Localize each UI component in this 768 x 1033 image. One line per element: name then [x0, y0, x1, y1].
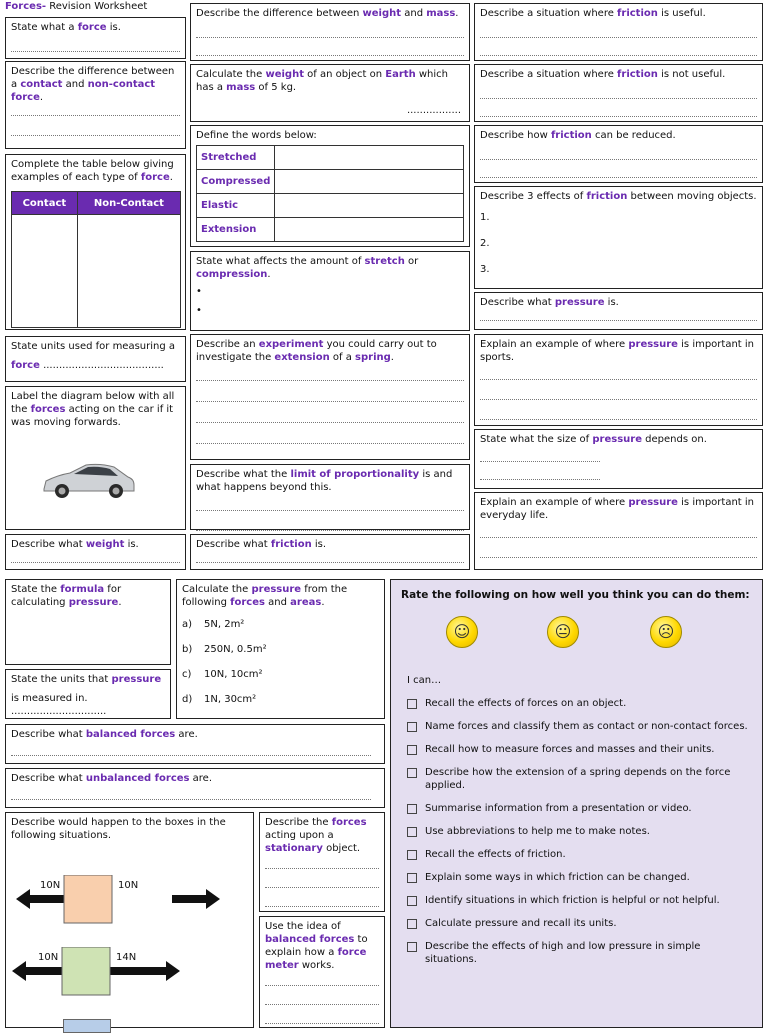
i-can-label: I can…: [407, 675, 442, 686]
definition-cell[interactable]: [275, 194, 464, 218]
contact-cell[interactable]: [12, 215, 78, 328]
rating-item: [407, 697, 752, 710]
word-compressed: Compressed: [197, 170, 275, 194]
answer-line[interactable]: [196, 26, 464, 38]
question-force-meter: Use the idea of balanced forces to explain how a force meter works.: [259, 916, 385, 1028]
rating-item: [407, 917, 752, 930]
rating-item: [407, 720, 752, 733]
rating-item-text: Describe how the extension of a spring depends on the force applied.: [425, 767, 731, 791]
answer-line[interactable]: [265, 1012, 379, 1024]
sad-face-icon[interactable]: ☹: [650, 616, 682, 648]
question-what-is-force: State what a force is.: [5, 17, 186, 59]
answer-line[interactable]: [480, 388, 757, 400]
question-label-car: Label the diagram below with all the forces acting on the car if it was moving forwards.: [5, 386, 186, 530]
rating-item: [407, 848, 752, 861]
contact-header: Contact: [12, 192, 78, 215]
force-label: 10N: [40, 880, 61, 891]
rating-item-text: Describe the effects of high and low pressure in simple situations.: [425, 941, 701, 965]
answer-line[interactable]: [265, 857, 379, 869]
answer-line[interactable]: [196, 390, 464, 402]
definition-cell[interactable]: [275, 146, 464, 170]
checkbox[interactable]: [407, 942, 417, 952]
rating-item: [407, 743, 752, 756]
rating-item: [407, 802, 752, 815]
question-pressure-sports: Explain an example of where pressure is important in sports.: [474, 334, 763, 426]
definition-cell[interactable]: [275, 218, 464, 242]
answer-line[interactable]: [480, 166, 757, 178]
checkbox[interactable]: [407, 745, 417, 755]
car-image[interactable]: [38, 459, 138, 503]
rating-item-text: Name forces and classify them as contact or non-contact forces.: [425, 721, 748, 732]
question-friction-effects: Describe 3 effects of friction between moving objects. 1. 2. 3.: [474, 186, 763, 289]
definitions-table: [196, 145, 464, 242]
answer-line[interactable]: [480, 26, 757, 38]
rating-item: [407, 940, 752, 966]
rating-item: [407, 825, 752, 838]
question-friction-useful: Describe a situation where friction is useful.: [474, 3, 763, 61]
answer-line[interactable]: [11, 40, 180, 52]
answer-line[interactable]: [265, 974, 379, 986]
force-label: 10N: [38, 952, 59, 963]
question-spring-experiment: Describe an experiment you could carry out to investigate the extension of a spring.: [190, 334, 470, 460]
answer-line[interactable]: .................: [406, 105, 461, 116]
word-extension: Extension: [197, 218, 275, 242]
answer-line[interactable]: [196, 499, 464, 511]
answer-line[interactable]: [480, 105, 757, 117]
question-friction-not-useful: Describe a situation where friction is not useful.: [474, 64, 763, 122]
checkbox[interactable]: [407, 919, 417, 929]
rating-item-text: Use abbreviations to help me to make notes.: [425, 826, 650, 837]
happy-face-icon[interactable]: ☺: [446, 616, 478, 648]
non-contact-header: Non-Contact: [77, 192, 180, 215]
checkbox[interactable]: [407, 896, 417, 906]
question-balanced-forces: Describe what balanced forces are.: [5, 724, 385, 764]
answer-line[interactable]: [11, 124, 180, 136]
answer-line[interactable]: [196, 44, 464, 56]
answer-line[interactable]: [265, 993, 379, 1005]
question-calc-weight: Calculate the weight of an object on Earth which has a mass of 5 kg. .................: [190, 64, 470, 122]
answer-line[interactable]: [480, 450, 600, 462]
answer-line[interactable]: [480, 309, 757, 321]
answer-line[interactable]: [480, 468, 600, 480]
answer-line[interactable]: [196, 519, 464, 531]
checkbox[interactable]: [407, 827, 417, 837]
question-reduce-friction: Describe how friction can be reduced.: [474, 125, 763, 183]
answer-line[interactable]: [480, 408, 757, 420]
answer-line[interactable]: [11, 788, 371, 800]
answer-line[interactable]: [196, 551, 464, 563]
rating-heading: Rate the following on how well you think you can do them:: [401, 589, 750, 601]
definition-cell[interactable]: [275, 170, 464, 194]
force-label: 10N: [118, 880, 139, 891]
question-contact-table: Complete the table below giving examples of each type of force. Contact Non-Contact: [5, 154, 186, 330]
self-rating-panel: [390, 579, 763, 1028]
question-calc-pressure: Calculate the pressure from the following forces and areas. a) 5N, 2m² b) 250N, 0.5m² c) 10N, 10cm² d) 1N, 30cm²: [176, 579, 385, 719]
question-force-units: State units used for measuring a force ......................................: [5, 336, 186, 382]
question-pressure-everyday: Explain an example of where pressure is important in everyday life.: [474, 492, 763, 570]
answer-line[interactable]: [196, 411, 464, 423]
worksheet-title: Forces- Revision Worksheet: [5, 1, 148, 12]
answer-line[interactable]: [11, 104, 180, 116]
rating-item-text: Explain some ways in which friction can be changed.: [425, 872, 690, 883]
rating-item-text: Identify situations in which friction is helpful or not helpful.: [425, 895, 720, 906]
checkbox[interactable]: [407, 699, 417, 709]
question-stationary-forces: Describe the forces acting upon a stationary object.: [259, 812, 385, 912]
answer-line[interactable]: [196, 369, 464, 381]
question-stretch-compression: State what affects the amount of stretch or compression. • •: [190, 251, 470, 331]
question-pressure-units: State the units that pressure is measured in. ..............................: [5, 669, 171, 719]
rating-item-text: Summarise information from a presentation or video.: [425, 803, 692, 814]
rating-item: [407, 871, 752, 884]
question-pressure-depends: State what the size of pressure depends on.: [474, 429, 763, 489]
question-what-is-friction: Describe what friction is.: [190, 534, 470, 570]
answer-line[interactable]: [480, 87, 757, 99]
checkbox[interactable]: [407, 804, 417, 814]
answer-line[interactable]: [480, 368, 757, 380]
force-diagram-3-box: [63, 1019, 111, 1033]
rating-item-text: Recall the effects of forces on an object.: [425, 698, 627, 709]
question-define-words: Define the words below: Stretched Compressed Elastic Extension: [190, 125, 470, 247]
neutral-face-icon[interactable]: 😐: [547, 616, 579, 648]
answer-line[interactable]: [265, 895, 379, 907]
answer-line[interactable]: [11, 744, 371, 756]
question-limit-proportionality: Describe what the limit of proportionality is and what happens beyond this.: [190, 464, 470, 530]
answer-line[interactable]: [480, 526, 757, 538]
non-contact-cell[interactable]: [77, 215, 180, 328]
rating-item: [407, 894, 752, 907]
question-weight-vs-mass: Describe the difference between weight and mass.: [190, 3, 470, 61]
checkbox[interactable]: [407, 768, 417, 778]
answer-line[interactable]: [480, 148, 757, 160]
checkbox[interactable]: [407, 722, 417, 732]
word-elastic: Elastic: [197, 194, 275, 218]
rating-item-text: Recall how to measure forces and masses and their units.: [425, 744, 715, 755]
force-label: 14N: [116, 952, 137, 963]
contact-table: [11, 191, 181, 328]
answer-line[interactable]: [11, 551, 180, 563]
rating-list: [407, 697, 752, 966]
question-pressure-formula: State the formula for calculating pressure.: [5, 579, 171, 665]
question-what-is-weight: Describe what weight is.: [5, 534, 186, 570]
checkbox[interactable]: [407, 850, 417, 860]
question-contact-vs-noncontact: Describe the difference between a contact and non-contact force.: [5, 61, 186, 149]
answer-line[interactable]: [480, 546, 757, 558]
checkbox[interactable]: [407, 873, 417, 883]
rating-item-text: Recall the effects of friction.: [425, 849, 566, 860]
question-boxes-situations: Describe would happen to the boxes in the following situations. 10N 10N 10N 14N: [5, 812, 254, 1028]
rating-item-text: Calculate pressure and recall its units.: [425, 918, 617, 929]
answer-line[interactable]: [480, 44, 757, 56]
answer-line[interactable]: [265, 876, 379, 888]
rating-item: [407, 766, 752, 792]
word-stretched: Stretched: [197, 146, 275, 170]
question-what-is-pressure: Describe what pressure is.: [474, 292, 763, 330]
question-unbalanced-forces: Describe what unbalanced forces are.: [5, 768, 385, 808]
answer-line[interactable]: [196, 432, 464, 444]
